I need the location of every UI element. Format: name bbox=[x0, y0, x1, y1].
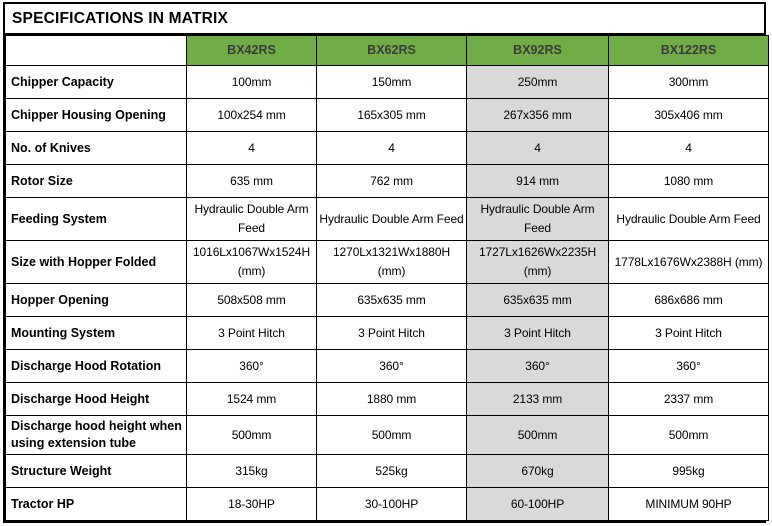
table-row bbox=[6, 383, 769, 416]
spec-label-cell: Rotor Size bbox=[6, 165, 187, 198]
spec-value-cell: 1524 mm bbox=[187, 383, 317, 416]
spec-value-cell: 360° bbox=[467, 350, 609, 383]
specs-table bbox=[5, 35, 769, 521]
spec-value-cell: 1778Lx1676Wx2388H (mm) bbox=[609, 241, 769, 284]
spec-value-cell: 635x635 mm bbox=[317, 284, 467, 317]
spec-value-cell: 267x356 mm bbox=[467, 99, 609, 132]
spec-value-cell: MINIMUM 90HP bbox=[609, 488, 769, 521]
spec-label-cell: Structure Weight bbox=[6, 455, 187, 488]
table-row bbox=[6, 488, 769, 521]
spec-value-cell: 4 bbox=[317, 132, 467, 165]
specs-table-body bbox=[6, 66, 769, 521]
spec-value-cell: 2337 mm bbox=[609, 383, 769, 416]
corner-cell bbox=[6, 36, 187, 66]
spec-value-cell: 3 Point Hitch bbox=[467, 317, 609, 350]
spec-value-cell: 670kg bbox=[467, 455, 609, 488]
table-row bbox=[6, 455, 769, 488]
specs-table-header bbox=[6, 36, 769, 66]
spec-value-cell: 30-100HP bbox=[317, 488, 467, 521]
spec-label-cell: Discharge Hood Height bbox=[6, 383, 187, 416]
page-title: SPECIFICATIONS IN MATRIX bbox=[5, 4, 764, 35]
table-row bbox=[6, 132, 769, 165]
spec-label-cell: Discharge hood height when using extension tube bbox=[6, 416, 187, 455]
table-row bbox=[6, 165, 769, 198]
spec-value-cell: 3 Point Hitch bbox=[609, 317, 769, 350]
spec-value-cell: 525kg bbox=[317, 455, 467, 488]
spec-value-cell: 635 mm bbox=[187, 165, 317, 198]
spec-value-cell: 2133 mm bbox=[467, 383, 609, 416]
spec-value-cell: 3 Point Hitch bbox=[187, 317, 317, 350]
spec-value-cell: 1727Lx1626Wx2235H (mm) bbox=[467, 241, 609, 284]
spec-label-cell: Hopper Opening bbox=[6, 284, 187, 317]
spec-value-cell: 1880 mm bbox=[317, 383, 467, 416]
spec-value-cell: 150mm bbox=[317, 66, 467, 99]
table-row bbox=[6, 284, 769, 317]
spec-value-cell: 300mm bbox=[609, 66, 769, 99]
spec-value-cell: 4 bbox=[467, 132, 609, 165]
spec-value-cell: 360° bbox=[187, 350, 317, 383]
spec-value-cell: 500mm bbox=[317, 416, 467, 455]
spec-value-cell: Hydraulic Double Arm Feed bbox=[317, 198, 467, 241]
spec-value-cell: 995kg bbox=[609, 455, 769, 488]
spec-value-cell: Hydraulic Double Arm Feed bbox=[467, 198, 609, 241]
spec-value-cell: 165x305 mm bbox=[317, 99, 467, 132]
spec-value-cell: 100mm bbox=[187, 66, 317, 99]
spec-value-cell: 250mm bbox=[467, 66, 609, 99]
table-row bbox=[6, 198, 769, 241]
spec-value-cell: 500mm bbox=[609, 416, 769, 455]
spec-label-cell: Chipper Capacity bbox=[6, 66, 187, 99]
column-header-bx62rs: BX62RS bbox=[317, 36, 467, 66]
table-row bbox=[6, 350, 769, 383]
spec-value-cell: 60-100HP bbox=[467, 488, 609, 521]
column-header-bx42rs: BX42RS bbox=[187, 36, 317, 66]
specifications-panel bbox=[3, 2, 766, 523]
spec-value-cell: 360° bbox=[317, 350, 467, 383]
spec-value-cell: 305x406 mm bbox=[609, 99, 769, 132]
spec-label-cell: Mounting System bbox=[6, 317, 187, 350]
spec-value-cell: 100x254 mm bbox=[187, 99, 317, 132]
spec-value-cell: 635x635 mm bbox=[467, 284, 609, 317]
spec-value-cell: 4 bbox=[187, 132, 317, 165]
spec-label-cell: No. of Knives bbox=[6, 132, 187, 165]
table-row bbox=[6, 317, 769, 350]
spec-value-cell: 4 bbox=[609, 132, 769, 165]
spec-value-cell: 1080 mm bbox=[609, 165, 769, 198]
spec-value-cell: 500mm bbox=[467, 416, 609, 455]
spec-value-cell: 1016Lx1067Wx1524H (mm) bbox=[187, 241, 317, 284]
spec-value-cell: 3 Point Hitch bbox=[317, 317, 467, 350]
spec-label-cell: Feeding System bbox=[6, 198, 187, 241]
spec-value-cell: 500mm bbox=[187, 416, 317, 455]
spec-value-cell: 360° bbox=[609, 350, 769, 383]
table-row bbox=[6, 66, 769, 99]
spec-value-cell: 686x686 mm bbox=[609, 284, 769, 317]
spec-value-cell: 315kg bbox=[187, 455, 317, 488]
table-row bbox=[6, 99, 769, 132]
spec-value-cell: 914 mm bbox=[467, 165, 609, 198]
spec-value-cell: 1270Lx1321Wx1880H (mm) bbox=[317, 241, 467, 284]
spec-label-cell: Tractor HP bbox=[6, 488, 187, 521]
spec-label-cell: Chipper Housing Opening bbox=[6, 99, 187, 132]
header-row bbox=[6, 36, 769, 66]
table-row bbox=[6, 241, 769, 284]
spec-label-cell: Discharge Hood Rotation bbox=[6, 350, 187, 383]
spec-value-cell: 18-30HP bbox=[187, 488, 317, 521]
spec-value-cell: Hydraulic Double Arm Feed bbox=[187, 198, 317, 241]
spec-value-cell: Hydraulic Double Arm Feed bbox=[609, 198, 769, 241]
spec-label-cell: Size with Hopper Folded bbox=[6, 241, 187, 284]
column-header-bx92rs: BX92RS bbox=[467, 36, 609, 66]
spec-value-cell: 508x508 mm bbox=[187, 284, 317, 317]
spec-value-cell: 762 mm bbox=[317, 165, 467, 198]
table-row bbox=[6, 416, 769, 455]
column-header-bx122rs: BX122RS bbox=[609, 36, 769, 66]
